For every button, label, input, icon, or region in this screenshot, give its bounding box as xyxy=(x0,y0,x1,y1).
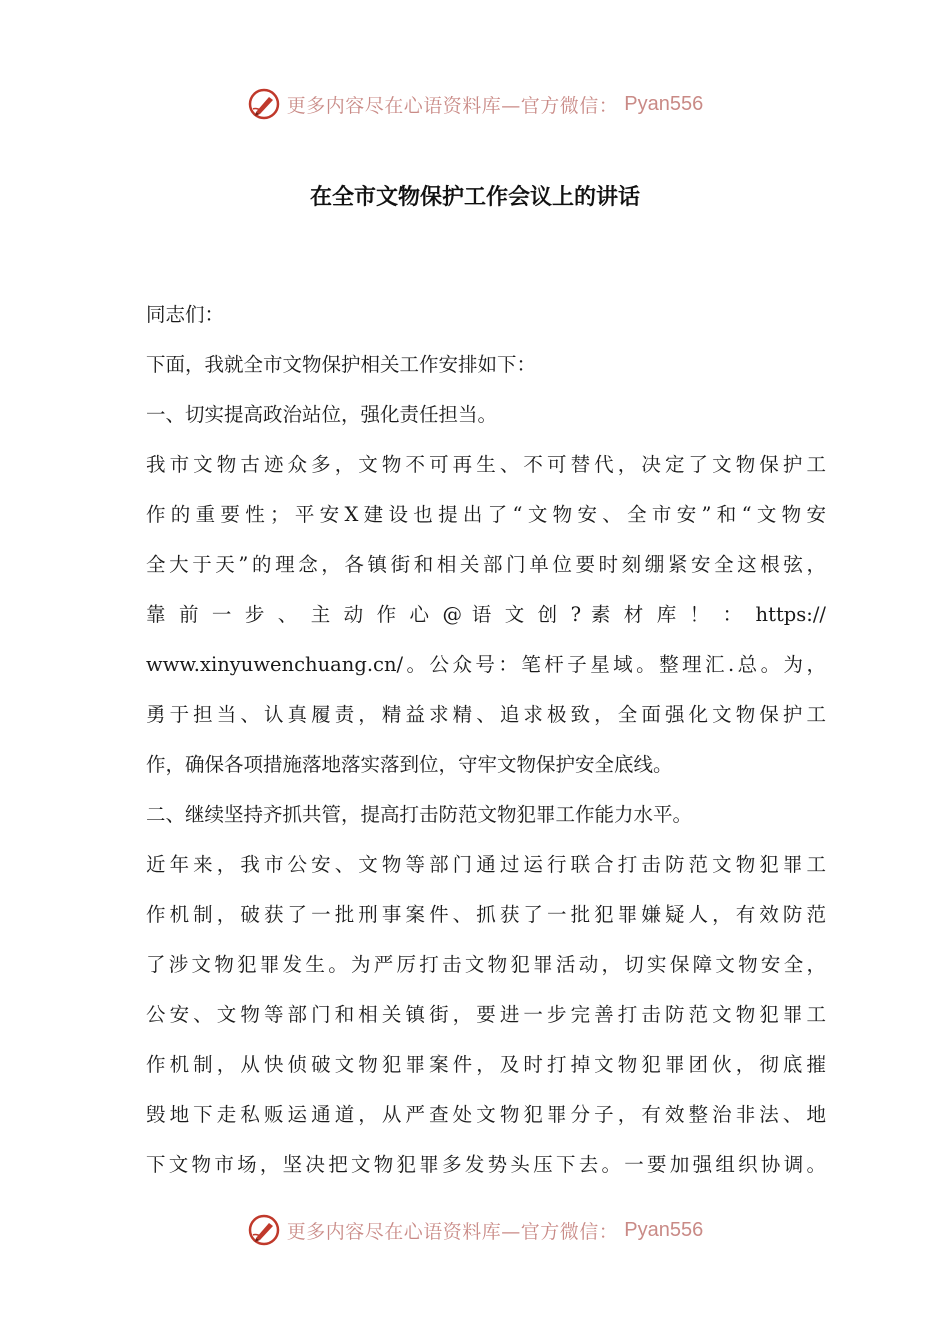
pen-logo-icon xyxy=(247,1213,281,1247)
footer-banner xyxy=(0,1210,950,1250)
footer-banner-text: 更多内容尽在心语资料库—官方微信： xyxy=(286,1220,619,1243)
paragraph-line: 作，确保各项措施落地落实落到位，守牢文物保护安全底线。 xyxy=(146,753,673,776)
header-banner xyxy=(0,84,950,124)
document-title: 在全市文物保护工作会议上的讲话 xyxy=(309,185,640,210)
paragraph-line: 全大于天”的理念，各镇街和相关部门单位要时刻绷紧安全这根弦， xyxy=(146,553,826,576)
paragraph-line: 下文物市场，坚决把文物犯罪多发势头压下去。一要加强组织协调。 xyxy=(146,1153,826,1176)
paragraph-line: 公安、文物等部门和相关镇街，要进一步完善打击防范文物犯罪工 xyxy=(146,1003,826,1026)
paragraph-line: 作机制，从快侦破文物犯罪案件，及时打掉文物犯罪团伙，彻底摧 xyxy=(146,1053,826,1076)
pen-logo-icon xyxy=(247,87,281,121)
paragraph-line: 我市文物古迹众多，文物不可再生、不可替代，决定了文物保护工 xyxy=(146,453,826,476)
paragraph-line: www.xinyuwenchuang.cn/。公众号：笔杆子星域。整理汇.总。为， xyxy=(146,653,826,676)
section-heading-1: 一、切实提高政治站位，强化责任担当。 xyxy=(146,403,498,426)
document-body xyxy=(146,290,826,1190)
paragraph-line: 了涉文物犯罪发生。为严厉打击文物犯罪活动，切实保障文物安全， xyxy=(146,953,826,976)
header-banner-text: 更多内容尽在心语资料库—官方微信： xyxy=(286,94,619,117)
paragraph-line: 勇于担当、认真履责，精益求精、追求极致，全面强化文物保护工 xyxy=(146,703,826,726)
intro-line: 下面，我就全市文物保护相关工作安排如下： xyxy=(146,353,537,376)
section-heading-2: 二、继续坚持齐抓共管，提高打击防范文物犯罪工作能力水平。 xyxy=(146,803,693,826)
paragraph-line: 靠 前 一 步 、 主 动 作 心 @ 语 文 创 ? 素 材 库 ！ ： https:// xyxy=(146,603,826,626)
header-banner-wechat-id: Pyan556 xyxy=(624,92,704,115)
paragraph-line: 毁地下走私贩运通道，从严查处文物犯罪分子，有效整治非法、地 xyxy=(146,1103,826,1126)
paragraph-line: 作的重要性；平安X建设也提出了“文物安、全市安”和“文物安 xyxy=(146,503,826,526)
paragraph-line: 作机制，破获了一批刑事案件、抓获了一批犯罪嫌疑人，有效防范 xyxy=(146,903,826,926)
paragraph-line: 近年来，我市公安、文物等部门通过运行联合打击防范文物犯罪工 xyxy=(146,853,826,876)
salutation-line: 同志们： xyxy=(146,303,225,326)
footer-banner-wechat-id: Pyan556 xyxy=(624,1218,704,1241)
